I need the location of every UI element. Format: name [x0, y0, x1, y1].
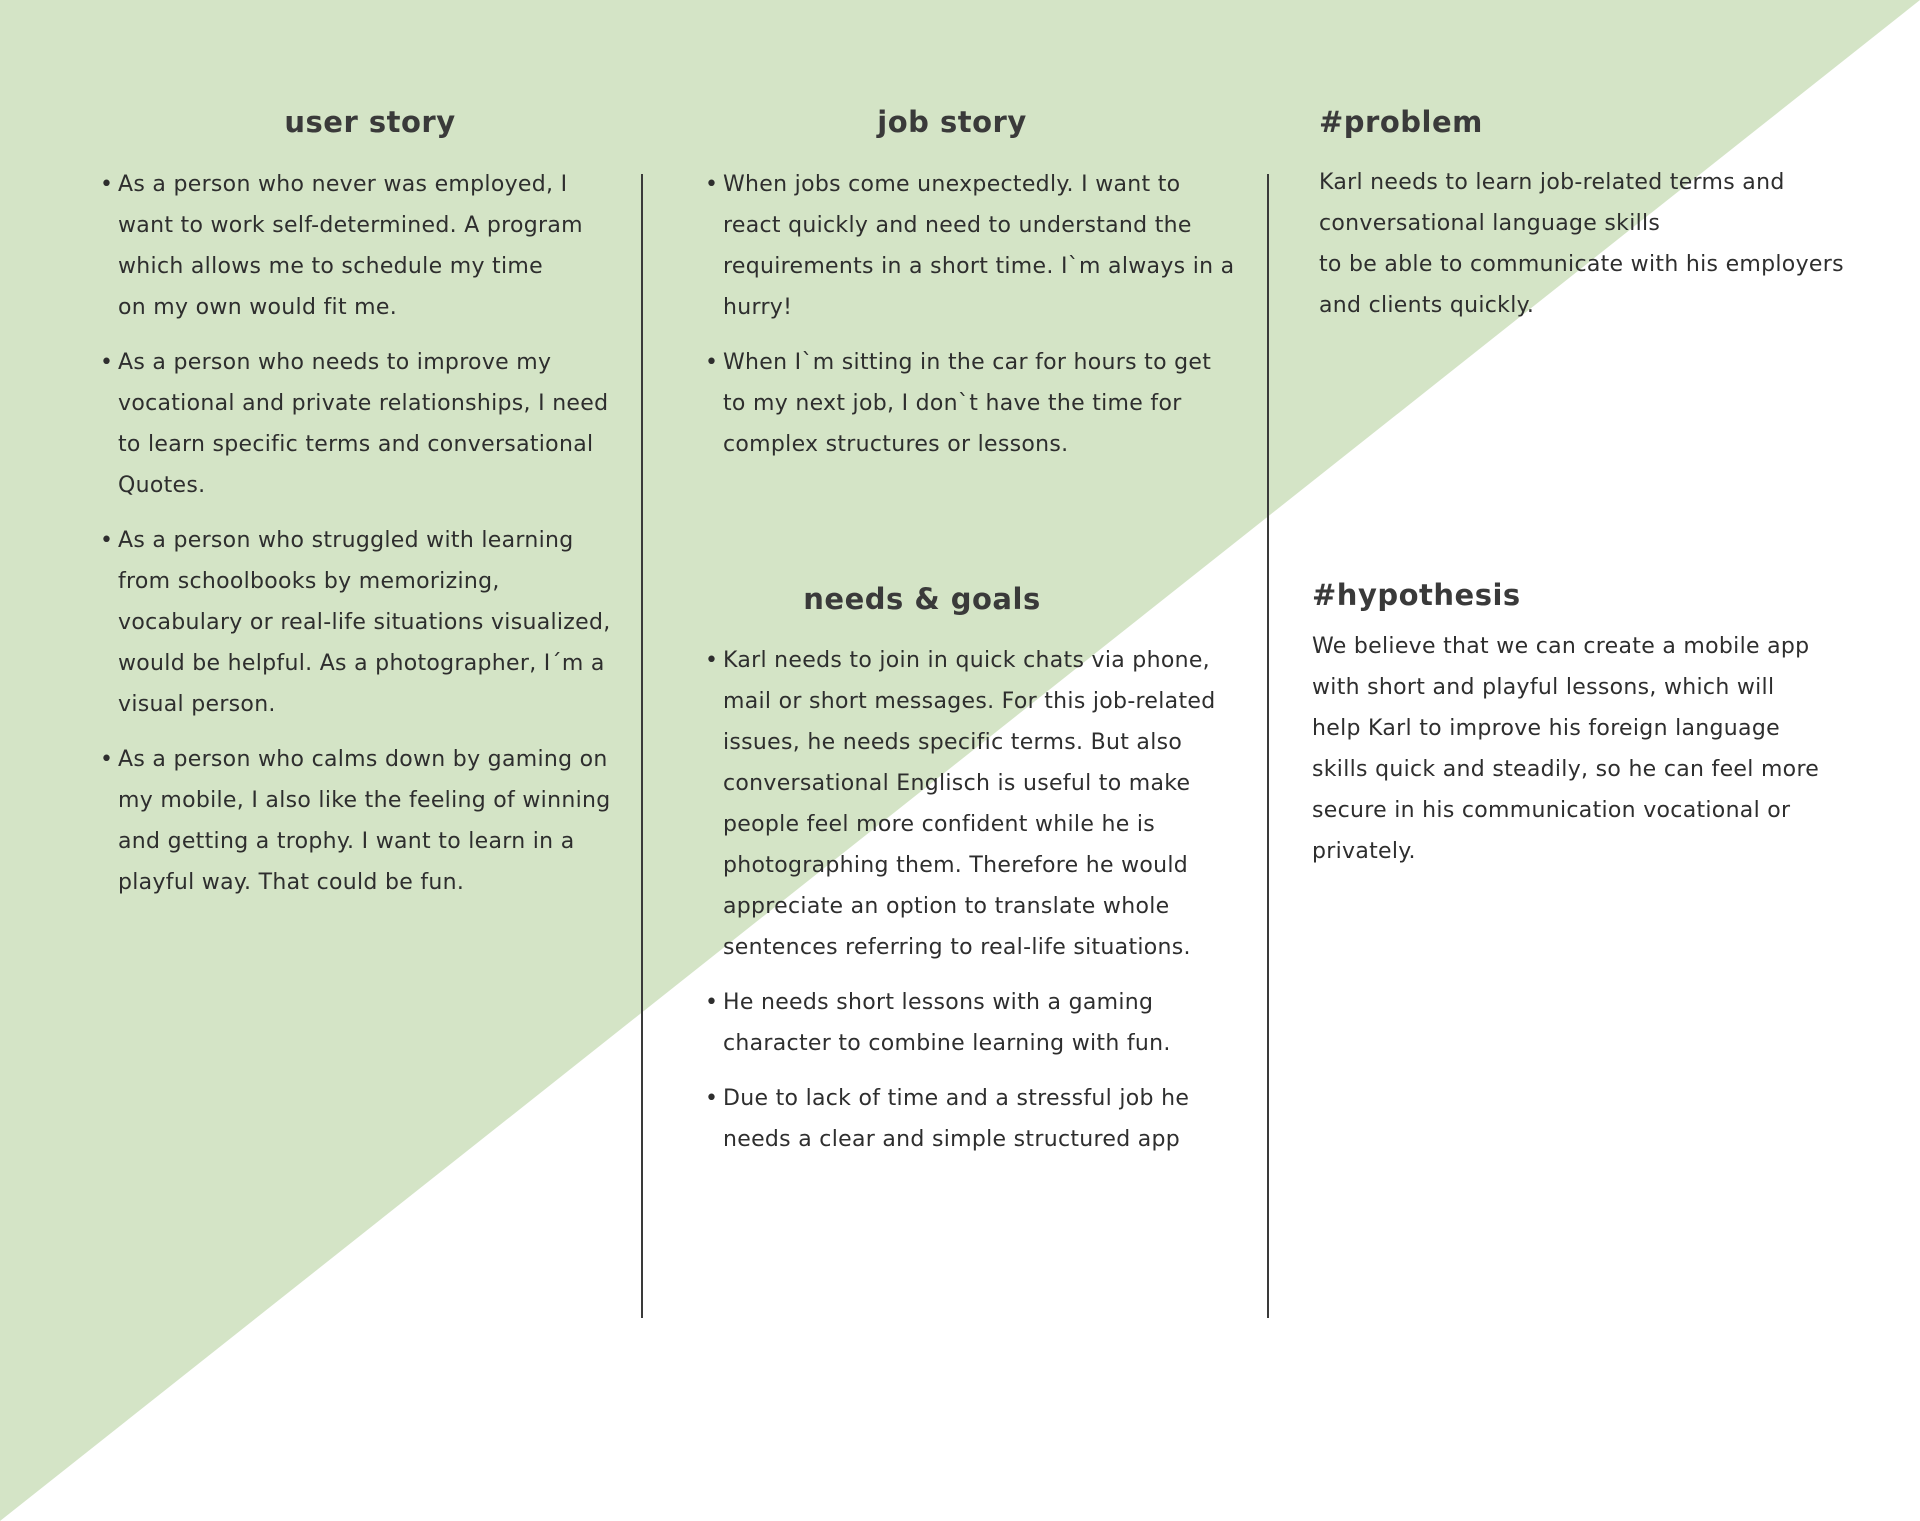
list-item-text: Karl needs to join in quick chats via phone, mail or short messages. For this job-related issues, he needs specific terms. But also conversational Englisch is useful to make people feel more confident while he is photographing them. Therefore he would appreciate an option to translate whole sentences referring to real-life situations.	[723, 648, 1216, 960]
bullet-icon: •	[705, 1086, 719, 1111]
column-divider-left	[641, 174, 643, 1318]
bullet-icon: •	[705, 350, 719, 375]
needs-goals-list	[705, 640, 1245, 1174]
list-item	[705, 640, 1245, 968]
list-item	[705, 982, 1245, 1064]
bullet-icon: •	[100, 350, 114, 375]
list-item-text: When jobs come unexpectedly. I want to react quickly and need to understand the requirements in a short time. I`m always in a hurry!	[723, 172, 1235, 320]
problem-text: Karl needs to learn job-related terms and conversational language skills to be able to communicate with his employers and clients quickly.	[1319, 170, 1844, 318]
hypothesis-text: We believe that we can create a mobile app with short and playful lessons, which will help Karl to improve his foreign language skills quick and steadily, so he can feel more secure in his communication vocational or privately.	[1312, 634, 1820, 864]
bullet-icon: •	[705, 172, 719, 197]
bullet-icon: •	[100, 172, 114, 197]
hypothesis-title: #hypothesis	[1312, 578, 1521, 612]
bullet-icon: •	[100, 528, 114, 553]
list-item	[100, 164, 620, 328]
column-divider-right	[1267, 174, 1269, 1318]
job-story-title: job story	[877, 105, 1027, 139]
list-item-text: Due to lack of time and a stressful job he needs a clear and simple structured app	[723, 1086, 1190, 1152]
list-item	[100, 520, 620, 725]
list-item	[705, 342, 1245, 465]
list-item	[705, 1078, 1245, 1160]
bullet-icon: •	[100, 747, 114, 772]
user-story-title: user story	[284, 105, 456, 139]
list-item	[100, 342, 620, 506]
list-item-text: As a person who calms down by gaming on my mobile, I also like the feeling of winning and getting a trophy. I want to learn in a playful way. That could be fun.	[118, 747, 611, 895]
list-item-text: He needs short lessons with a gaming character to combine learning with fun.	[723, 990, 1171, 1056]
list-item-text: As a person who never was employed, I want to work self-determined. A program which allows me to schedule my time on my own would fit me.	[118, 172, 583, 320]
job-story-list	[705, 164, 1245, 479]
list-item-text: As a person who struggled with learning from schoolbooks by memorizing, vocabulary or real-life situations visualized, would be helpful. As a photographer, I´m a visual person.	[118, 528, 611, 717]
list-item	[705, 164, 1245, 328]
problem-title: #problem	[1319, 105, 1483, 139]
user-story-list	[100, 164, 620, 917]
bullet-icon: •	[705, 648, 719, 673]
list-item-text: When I`m sitting in the car for hours to get to my next job, I don`t have the time for complex structures or lessons.	[723, 350, 1212, 457]
list-item-text: As a person who needs to improve my vocational and private relationships, I need to learn specific terms and conversational Quotes.	[118, 350, 609, 498]
needs-goals-title: needs & goals	[803, 582, 1041, 616]
bullet-icon: •	[705, 990, 719, 1015]
list-item	[100, 739, 620, 903]
